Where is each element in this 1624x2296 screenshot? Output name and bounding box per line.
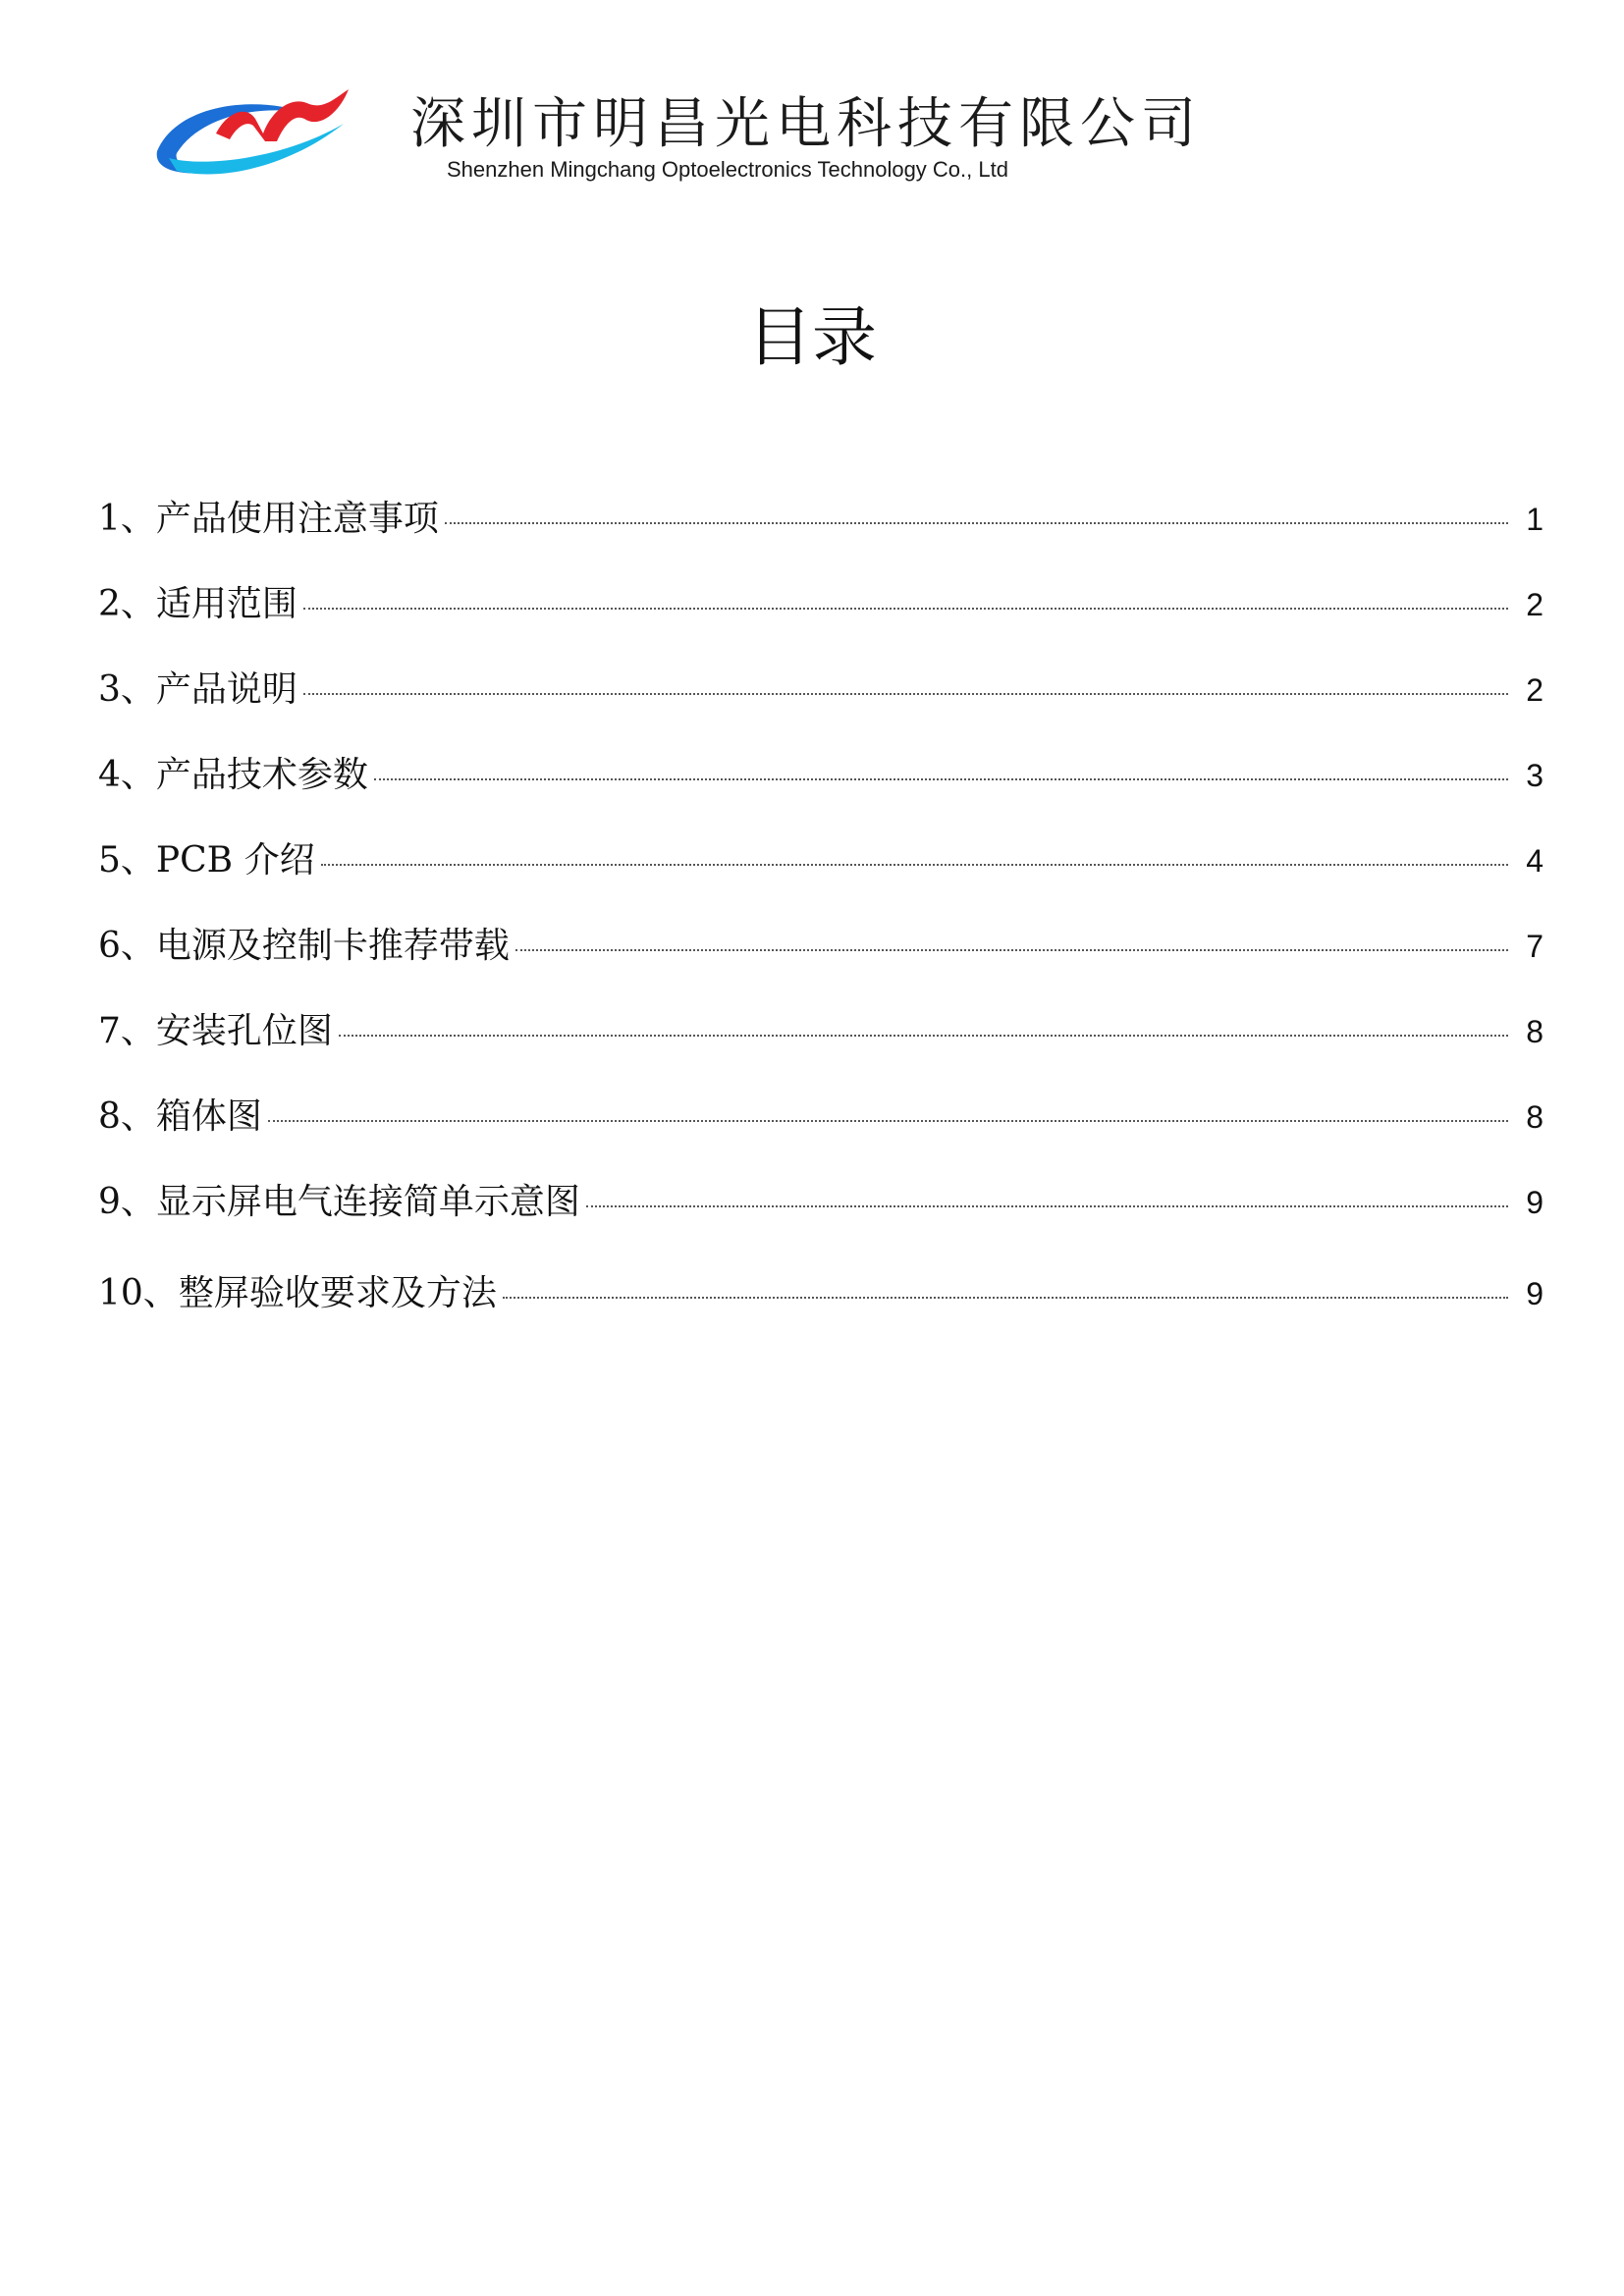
company-name-cn: 深圳市明昌光电科技有限公司 [410,92,1202,156]
toc-page: 8 [1526,1014,1543,1049]
toc-label: 安装孔位图 [155,1011,333,1051]
toc-entry[interactable] [98,576,1543,662]
toc-number: 1、 [98,499,156,539]
toc-leader [515,949,1508,951]
toc-number: 6、 [98,926,156,966]
toc-label: 整屏验收要求及方法 [178,1273,497,1313]
toc-number: 7、 [98,1011,156,1051]
toc-entry[interactable] [98,918,1543,1003]
toc-number: 4、 [98,755,156,795]
toc-leader [268,1120,1508,1122]
toc-entry[interactable] [98,747,1543,832]
company-logo [147,75,358,183]
toc-leader [303,608,1508,610]
toc-number: 10、 [98,1273,179,1313]
toc-number: 9、 [98,1182,156,1222]
toc-label: 适用范围 [155,584,298,624]
toc-page: 4 [1526,843,1543,879]
toc-number: 3、 [98,669,156,710]
toc-label: 产品使用注意事项 [155,499,439,539]
toc-label: 产品技术参数 [155,755,368,795]
toc-number: 8、 [98,1096,156,1137]
toc-label: 电源及控制卡推荐带载 [155,926,510,966]
toc-page: 2 [1526,587,1543,622]
toc-label: 显示屏电气连接简单示意图 [155,1182,580,1222]
toc-leader [445,522,1508,524]
toc-entry[interactable] [98,1265,1543,1351]
toc-leader [303,693,1508,695]
toc-leader [503,1297,1508,1299]
toc-page: 1 [1526,502,1543,537]
toc-entry[interactable] [98,832,1543,918]
toc-leader [339,1035,1508,1037]
toc-leader [321,864,1508,866]
page-title: 目录 [747,299,877,375]
toc-label: 箱体图 [155,1096,262,1137]
toc-label: PCB 介绍 [155,840,315,881]
toc-entry[interactable] [98,1003,1543,1089]
toc-number: 2、 [98,584,156,624]
toc-leader [374,778,1508,780]
toc-page: 9 [1526,1185,1543,1220]
toc-page: 7 [1526,929,1543,964]
company-name-en: Shenzhen Mingchang Optoelectronics Technology Co., Ltd [447,157,1008,182]
toc-page: 9 [1526,1276,1543,1311]
toc-entry[interactable] [98,491,1543,576]
toc-number: 5、 [98,840,156,881]
page-header [147,69,1227,196]
toc-leader [586,1205,1508,1207]
toc-page: 3 [1526,758,1543,793]
toc-label: 产品说明 [155,669,298,710]
table-of-contents [98,491,1543,1351]
toc-entry[interactable] [98,1174,1543,1259]
toc-page: 2 [1526,672,1543,708]
toc-entry[interactable] [98,1089,1543,1174]
toc-entry[interactable] [98,662,1543,747]
toc-page: 8 [1526,1099,1543,1135]
